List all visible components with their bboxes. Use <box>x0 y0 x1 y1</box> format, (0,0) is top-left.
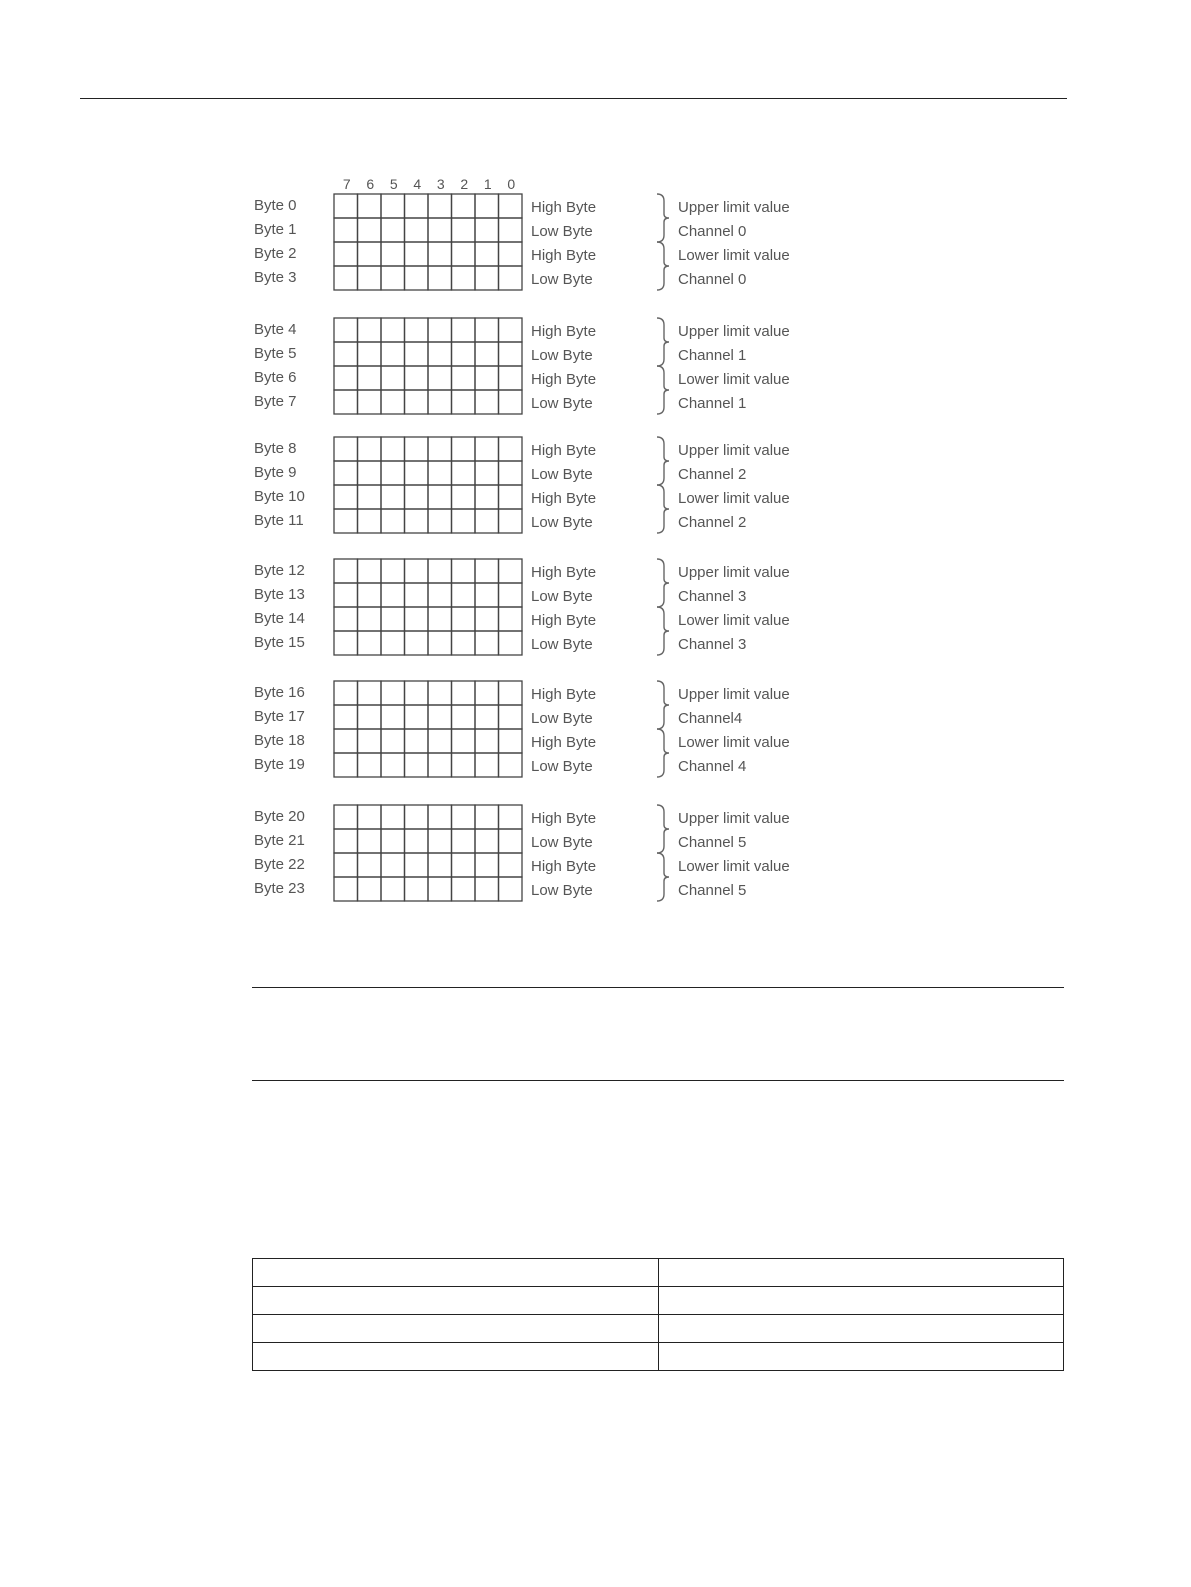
byte-role-label: High Byte <box>531 199 597 216</box>
brace-icon <box>657 559 669 607</box>
byte-role-label: Low Byte <box>531 395 593 412</box>
bit-cell <box>499 390 523 414</box>
bit-cell <box>452 194 476 218</box>
bit-cell <box>405 437 429 461</box>
bit-cell <box>358 805 382 829</box>
bit-cell <box>499 318 523 342</box>
byte-role-label: High Byte <box>531 734 597 751</box>
bit-cell <box>381 509 405 533</box>
bit-cell <box>499 607 523 631</box>
bit-cell <box>358 485 382 509</box>
bit-cell <box>358 559 382 583</box>
bit-cell <box>358 218 382 242</box>
bit-cell <box>334 342 358 366</box>
bit-cell <box>475 266 499 290</box>
table-cell <box>658 1287 1064 1315</box>
byte-role-label: High Byte <box>531 247 597 264</box>
bit-cell <box>452 753 476 777</box>
bit-cell <box>428 705 452 729</box>
limit-label-upper: Upper limit value <box>678 564 790 581</box>
bit-cell <box>405 829 429 853</box>
byte-label: Byte 20 <box>254 808 305 825</box>
byte-role-label: High Byte <box>531 564 597 581</box>
bit-cell <box>405 853 429 877</box>
byte-label: Byte 0 <box>254 197 297 214</box>
bit-cell <box>334 194 358 218</box>
bit-cell <box>405 681 429 705</box>
bit-cell <box>358 342 382 366</box>
bit-cell <box>428 509 452 533</box>
bit-cell <box>499 366 523 390</box>
table-row <box>253 1315 1064 1343</box>
bit-number-label: 3 <box>436 176 445 192</box>
bit-cell <box>452 366 476 390</box>
bit-cell <box>405 485 429 509</box>
bit-cell <box>475 218 499 242</box>
bit-cell <box>381 805 405 829</box>
bit-cell <box>358 390 382 414</box>
bit-cell <box>475 583 499 607</box>
bit-number-label: 0 <box>507 176 516 192</box>
bit-cell <box>475 877 499 901</box>
limit-label-upper: Upper limit value <box>678 686 790 703</box>
bit-cell <box>452 829 476 853</box>
byte-label: Byte 6 <box>254 369 297 386</box>
bit-cell <box>405 242 429 266</box>
bit-cell <box>381 485 405 509</box>
bit-cell <box>381 705 405 729</box>
bit-cell <box>405 194 429 218</box>
limit-label-lower: Lower limit value <box>678 490 790 507</box>
bit-cell <box>475 342 499 366</box>
byte-role-label: Low Byte <box>531 347 593 364</box>
bit-cell <box>381 853 405 877</box>
bit-cell <box>405 877 429 901</box>
bit-cell <box>428 559 452 583</box>
bit-cell <box>405 390 429 414</box>
byte-role-label: High Byte <box>531 686 597 703</box>
bit-cell <box>475 681 499 705</box>
bit-cell <box>358 266 382 290</box>
bit-cell <box>475 829 499 853</box>
bit-cell <box>405 753 429 777</box>
bit-cell <box>334 607 358 631</box>
bit-cell <box>428 342 452 366</box>
bit-cell <box>334 877 358 901</box>
byte-label: Byte 7 <box>254 393 297 410</box>
bit-cell <box>334 366 358 390</box>
bit-cell <box>405 805 429 829</box>
bit-cell <box>358 607 382 631</box>
bit-cell <box>428 266 452 290</box>
bit-cell <box>452 729 476 753</box>
table-cell <box>658 1315 1064 1343</box>
bit-cell <box>499 753 523 777</box>
bit-cell <box>334 461 358 485</box>
bit-cell <box>358 242 382 266</box>
bit-cell <box>475 437 499 461</box>
byte-role-label: High Byte <box>531 858 597 875</box>
bit-cell <box>475 607 499 631</box>
channel-label-upper: Channel4 <box>678 710 743 727</box>
bit-cell <box>428 242 452 266</box>
bit-cell <box>334 318 358 342</box>
bit-cell <box>381 829 405 853</box>
bit-cell <box>358 681 382 705</box>
bit-cell <box>405 705 429 729</box>
bit-cell <box>452 318 476 342</box>
channel-label-lower: Channel 2 <box>678 514 747 531</box>
bit-cell <box>334 681 358 705</box>
channel-label-upper: Channel 1 <box>678 347 747 364</box>
bit-cell <box>334 485 358 509</box>
bit-cell <box>475 485 499 509</box>
bit-cell <box>475 631 499 655</box>
byte-role-label: Low Byte <box>531 588 593 605</box>
limit-label-lower: Lower limit value <box>678 612 790 629</box>
bit-cell <box>358 366 382 390</box>
bit-cell <box>452 805 476 829</box>
byte-role-label: Low Byte <box>531 466 593 483</box>
bit-cell <box>475 318 499 342</box>
bit-cell <box>428 437 452 461</box>
bit-cell <box>405 607 429 631</box>
limit-label-upper: Upper limit value <box>678 442 790 459</box>
bit-cell <box>334 853 358 877</box>
bit-cell <box>334 583 358 607</box>
limit-label-lower: Lower limit value <box>678 858 790 875</box>
bit-cell <box>381 559 405 583</box>
bit-cell <box>405 461 429 485</box>
byte-role-label: Low Byte <box>531 882 593 899</box>
bit-cell <box>428 218 452 242</box>
table-cell <box>658 1343 1064 1371</box>
bit-cell <box>358 509 382 533</box>
byte-label: Byte 21 <box>254 832 305 849</box>
brace-icon <box>657 607 669 655</box>
bit-cell <box>452 607 476 631</box>
bit-cell <box>334 729 358 753</box>
byte-label: Byte 5 <box>254 345 297 362</box>
bit-cell <box>405 583 429 607</box>
bit-cell <box>428 366 452 390</box>
bit-cell <box>381 318 405 342</box>
bit-number-label: 6 <box>366 176 375 192</box>
byte-label: Byte 14 <box>254 610 305 627</box>
bit-cell <box>475 242 499 266</box>
bit-cell <box>381 342 405 366</box>
table-row <box>253 1343 1064 1371</box>
bit-cell <box>381 218 405 242</box>
limit-label-lower: Lower limit value <box>678 247 790 264</box>
byte-role-label: High Byte <box>531 810 597 827</box>
bit-cell <box>499 218 523 242</box>
bit-cell <box>475 853 499 877</box>
limit-label-upper: Upper limit value <box>678 199 790 216</box>
channel-label-upper: Channel 0 <box>678 223 747 240</box>
byte-label: Byte 11 <box>254 512 304 529</box>
bit-cell <box>499 242 523 266</box>
bit-cell <box>405 366 429 390</box>
data-table <box>252 1258 1064 1371</box>
bit-cell <box>499 877 523 901</box>
bit-cell <box>499 805 523 829</box>
bit-cell <box>358 318 382 342</box>
byte-label: Byte 17 <box>254 708 305 725</box>
bit-cell <box>499 266 523 290</box>
table-cell <box>253 1343 659 1371</box>
brace-icon <box>657 242 669 290</box>
bit-cell <box>452 877 476 901</box>
channel-label-lower: Channel 5 <box>678 882 747 899</box>
limit-label-upper: Upper limit value <box>678 323 790 340</box>
bit-number-label: 7 <box>342 176 351 192</box>
bit-cell <box>428 753 452 777</box>
bit-cell <box>381 437 405 461</box>
brace-icon <box>657 853 669 901</box>
channel-label-upper: Channel 3 <box>678 588 747 605</box>
bit-cell <box>499 342 523 366</box>
channel-label-upper: Channel 5 <box>678 834 747 851</box>
note-rule-bottom <box>252 1080 1064 1081</box>
bit-cell <box>475 461 499 485</box>
bit-cell <box>381 194 405 218</box>
bit-cell <box>452 218 476 242</box>
brace-icon <box>657 729 669 777</box>
brace-icon <box>657 318 669 366</box>
bit-cell <box>475 366 499 390</box>
bit-cell <box>475 390 499 414</box>
bit-cell <box>452 705 476 729</box>
bit-cell <box>499 705 523 729</box>
byte-label: Byte 12 <box>254 562 305 579</box>
bit-cell <box>381 631 405 655</box>
bit-cell <box>358 753 382 777</box>
bit-cell <box>428 681 452 705</box>
bit-cell <box>334 218 358 242</box>
bit-cell <box>358 631 382 655</box>
brace-icon <box>657 194 669 242</box>
bit-cell <box>358 194 382 218</box>
bit-cell <box>358 853 382 877</box>
bit-cell <box>381 877 405 901</box>
bit-cell <box>428 485 452 509</box>
limit-label-upper: Upper limit value <box>678 810 790 827</box>
bit-cell <box>475 705 499 729</box>
bit-cell <box>452 583 476 607</box>
byte-label: Byte 18 <box>254 732 305 749</box>
brace-icon <box>657 681 669 729</box>
bit-cell <box>499 681 523 705</box>
bit-cell <box>428 829 452 853</box>
brace-icon <box>657 485 669 533</box>
bit-cell <box>405 318 429 342</box>
bit-cell <box>334 266 358 290</box>
bit-cell <box>452 485 476 509</box>
bit-cell <box>499 461 523 485</box>
byte-label: Byte 16 <box>254 684 305 701</box>
bit-number-label: 1 <box>483 176 492 192</box>
bit-cell <box>452 509 476 533</box>
bit-cell <box>334 829 358 853</box>
channel-label-lower: Channel 0 <box>678 271 747 288</box>
bit-cell <box>334 390 358 414</box>
bit-cell <box>358 461 382 485</box>
bit-cell <box>499 485 523 509</box>
byte-role-label: Low Byte <box>531 710 593 727</box>
bit-cell <box>334 705 358 729</box>
byte-label: Byte 10 <box>254 488 305 505</box>
bit-cell <box>405 729 429 753</box>
bit-cell <box>475 194 499 218</box>
bit-cell <box>405 559 429 583</box>
bit-cell <box>381 461 405 485</box>
table-row <box>253 1259 1064 1287</box>
bit-cell <box>334 242 358 266</box>
bit-cell <box>334 805 358 829</box>
bit-cell <box>475 753 499 777</box>
byte-role-label: High Byte <box>531 442 597 459</box>
byte-role-label: Low Byte <box>531 271 593 288</box>
bit-cell <box>499 729 523 753</box>
bit-cell <box>381 390 405 414</box>
brace-icon <box>657 366 669 414</box>
bit-cell <box>428 390 452 414</box>
bit-cell <box>405 631 429 655</box>
channel-label-upper: Channel 2 <box>678 466 747 483</box>
byte-role-label: High Byte <box>531 323 597 340</box>
bit-cell <box>381 366 405 390</box>
bit-cell <box>499 829 523 853</box>
bit-cell <box>358 829 382 853</box>
bit-cell <box>452 681 476 705</box>
byte-label: Byte 22 <box>254 856 305 873</box>
bit-cell <box>428 805 452 829</box>
brace-icon <box>657 805 669 853</box>
bit-cell <box>428 607 452 631</box>
bit-cell <box>452 242 476 266</box>
bit-cell <box>381 583 405 607</box>
bit-cell <box>381 607 405 631</box>
table-cell <box>253 1287 659 1315</box>
bit-cell <box>428 461 452 485</box>
byte-role-label: Low Byte <box>531 834 593 851</box>
byte-label: Byte 8 <box>254 440 297 457</box>
bit-cell <box>358 705 382 729</box>
bit-cell <box>334 631 358 655</box>
bit-cell <box>381 266 405 290</box>
bit-cell <box>452 342 476 366</box>
byte-label: Byte 23 <box>254 880 305 897</box>
bit-cell <box>381 729 405 753</box>
byte-role-label: Low Byte <box>531 514 593 531</box>
byte-role-label: High Byte <box>531 371 597 388</box>
byte-role-label: High Byte <box>531 612 597 629</box>
bit-cell <box>499 509 523 533</box>
bit-cell <box>475 805 499 829</box>
byte-label: Byte 1 <box>254 221 297 238</box>
byte-label: Byte 4 <box>254 321 297 338</box>
byte-label: Byte 19 <box>254 756 305 773</box>
bit-cell <box>334 559 358 583</box>
channel-label-lower: Channel 1 <box>678 395 747 412</box>
bit-cell <box>428 318 452 342</box>
bit-cell <box>499 583 523 607</box>
bit-cell <box>499 194 523 218</box>
bit-cell <box>428 194 452 218</box>
bit-cell <box>334 753 358 777</box>
bit-cell <box>428 583 452 607</box>
bit-cell <box>428 631 452 655</box>
channel-label-lower: Channel 4 <box>678 758 747 775</box>
bit-cell <box>475 729 499 753</box>
bit-cell <box>475 509 499 533</box>
bit-cell <box>428 729 452 753</box>
bit-cell <box>428 877 452 901</box>
bit-cell <box>452 461 476 485</box>
bit-cell <box>452 631 476 655</box>
byte-label: Byte 15 <box>254 634 305 651</box>
note-rule-top <box>252 987 1064 988</box>
bit-cell <box>405 342 429 366</box>
channel-label-lower: Channel 3 <box>678 636 747 653</box>
byte-label: Byte 13 <box>254 586 305 603</box>
byte-role-label: Low Byte <box>531 758 593 775</box>
bit-cell <box>358 729 382 753</box>
table-cell <box>658 1259 1064 1287</box>
byte-label: Byte 3 <box>254 269 297 286</box>
bit-cell <box>405 266 429 290</box>
bit-cell <box>452 559 476 583</box>
bit-cell <box>452 266 476 290</box>
byte-role-label: Low Byte <box>531 636 593 653</box>
bit-number-label: 4 <box>413 176 422 192</box>
bit-cell <box>405 218 429 242</box>
byte-role-label: Low Byte <box>531 223 593 240</box>
bit-cell <box>452 437 476 461</box>
bit-cell <box>499 853 523 877</box>
byte-label: Byte 2 <box>254 245 297 262</box>
table-cell <box>253 1259 659 1287</box>
bit-cell <box>475 559 499 583</box>
limit-label-lower: Lower limit value <box>678 734 790 751</box>
bit-cell <box>499 437 523 461</box>
bit-cell <box>405 509 429 533</box>
bit-cell <box>499 559 523 583</box>
limit-label-lower: Lower limit value <box>678 371 790 388</box>
byte-role-label: High Byte <box>531 490 597 507</box>
brace-icon <box>657 437 669 485</box>
table-cell <box>253 1315 659 1343</box>
bit-cell <box>334 509 358 533</box>
byte-label: Byte 9 <box>254 464 297 481</box>
bit-cell <box>452 853 476 877</box>
bit-cell <box>428 853 452 877</box>
bit-cell <box>358 877 382 901</box>
table-row <box>253 1287 1064 1315</box>
bit-cell <box>358 437 382 461</box>
bit-number-label: 2 <box>460 176 469 192</box>
bit-number-label: 5 <box>389 176 398 192</box>
bit-cell <box>499 631 523 655</box>
bit-cell <box>381 242 405 266</box>
bit-cell <box>334 437 358 461</box>
bit-cell <box>452 390 476 414</box>
bit-cell <box>381 753 405 777</box>
bit-cell <box>381 681 405 705</box>
bit-cell <box>358 583 382 607</box>
